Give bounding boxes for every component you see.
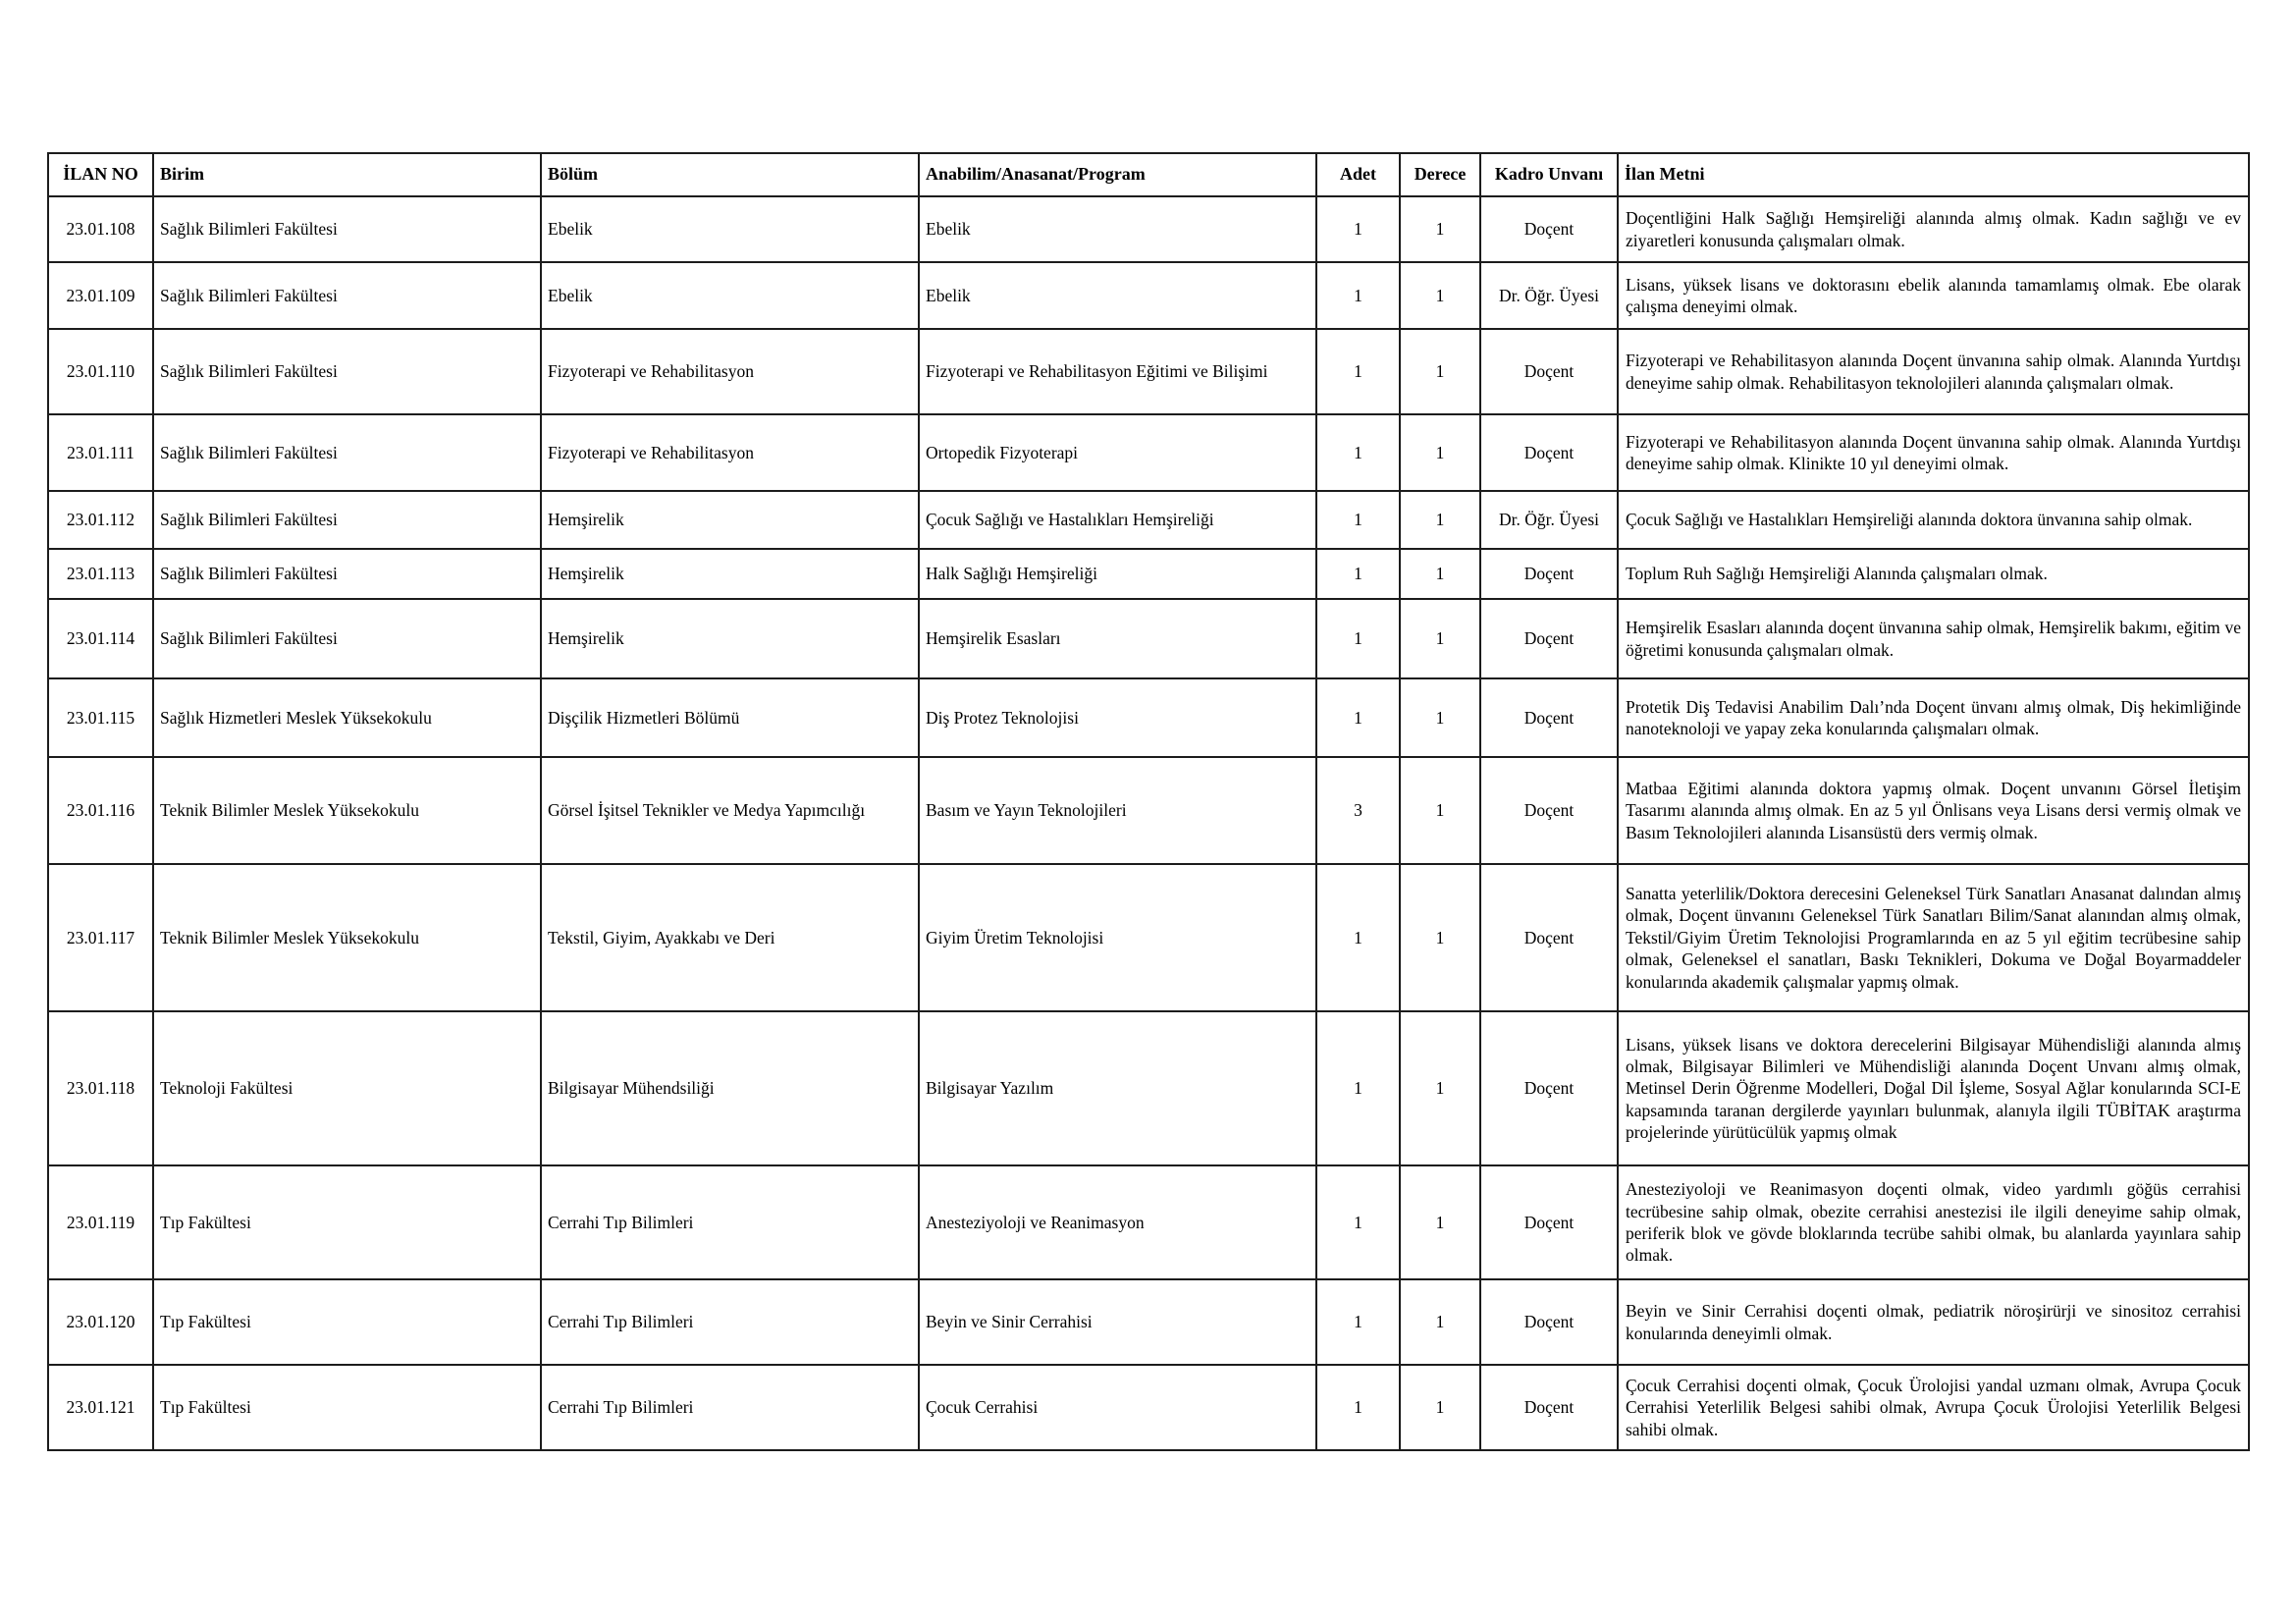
cell-ilan-no: 23.01.114	[48, 599, 153, 678]
cell-birim: Tıp Fakültesi	[153, 1165, 541, 1279]
cell-birim: Sağlık Bilimleri Fakültesi	[153, 491, 541, 549]
cell-ilan-metni: Fizyoterapi ve Rehabilitasyon alanında Doçent ünvanına sahip olmak. Alanında Yurtdışı deneyime sahip olmak. Rehabilitasyon teknolojileri alanında çalışmaları olmak.	[1618, 329, 2249, 414]
cell-kadro: Doçent	[1480, 1011, 1618, 1165]
cell-kadro: Doçent	[1480, 549, 1618, 599]
cell-birim: Sağlık Bilimleri Fakültesi	[153, 599, 541, 678]
cell-birim: Sağlık Bilimleri Fakültesi	[153, 414, 541, 491]
cell-bolum: Cerrahi Tıp Bilimleri	[541, 1365, 919, 1450]
table-row	[48, 549, 2249, 599]
cell-derece: 1	[1400, 678, 1480, 757]
cell-ilan-metni: Hemşirelik Esasları alanında doçent ünvanına sahip olmak, Hemşirelik bakımı, eğitim ve öğretimi konusunda çalışmaları olmak.	[1618, 599, 2249, 678]
cell-adet: 1	[1316, 864, 1400, 1011]
cell-anabilim: Bilgisayar Yazılım	[919, 1011, 1316, 1165]
cell-kadro: Doçent	[1480, 599, 1618, 678]
cell-ilan-no: 23.01.113	[48, 549, 153, 599]
cell-birim: Tıp Fakültesi	[153, 1279, 541, 1365]
cell-derece: 1	[1400, 491, 1480, 549]
cell-anabilim: Diş Protez Teknolojisi	[919, 678, 1316, 757]
cell-ilan-metni: Beyin ve Sinir Cerrahisi doçenti olmak, pediatrik nöroşirürji ve sinositoz cerrahisi konularında deneyimli olmak.	[1618, 1279, 2249, 1365]
cell-ilan-metni: Sanatta yeterlilik/Doktora derecesini Geleneksel Türk Sanatları Anasanat dalından almış olmak, Doçent ünvanını Geleneksel Türk Sanatları Bilim/Sanat alanından almış olmak, Tekstil/Giyim Üretim Teknolojisi Programlarında en az 5 yıl eğitim tecrübesine sahip olmak, Geleneksel el sanatları, Baskı Teknikleri, Dokuma ve Doğal Boyarmaddeler konularında akademik çalışmalar yapmış olmak.	[1618, 864, 2249, 1011]
cell-ilan-no: 23.01.111	[48, 414, 153, 491]
cell-adet: 1	[1316, 491, 1400, 549]
cell-anabilim: Basım ve Yayın Teknolojileri	[919, 757, 1316, 864]
cell-birim: Sağlık Bilimleri Fakültesi	[153, 262, 541, 329]
table-row	[48, 1279, 2249, 1365]
cell-adet: 1	[1316, 414, 1400, 491]
cell-kadro: Doçent	[1480, 757, 1618, 864]
cell-ilan-no: 23.01.109	[48, 262, 153, 329]
cell-adet: 1	[1316, 1279, 1400, 1365]
cell-derece: 1	[1400, 864, 1480, 1011]
cell-bolum: Görsel İşitsel Teknikler ve Medya Yapımcılığı	[541, 757, 919, 864]
table-row	[48, 599, 2249, 678]
cell-ilan-metni: Fizyoterapi ve Rehabilitasyon alanında Doçent ünvanına sahip olmak. Alanında Yurtdışı deneyime sahip olmak. Klinikte 10 yıl deneyimi olmak.	[1618, 414, 2249, 491]
cell-kadro: Doçent	[1480, 1279, 1618, 1365]
cell-anabilim: Hemşirelik Esasları	[919, 599, 1316, 678]
table-row	[48, 491, 2249, 549]
cell-adet: 1	[1316, 1165, 1400, 1279]
cell-ilan-no: 23.01.110	[48, 329, 153, 414]
header-ilan-no: İLAN NO	[48, 153, 153, 196]
cell-birim: Sağlık Bilimleri Fakültesi	[153, 549, 541, 599]
cell-birim: Sağlık Bilimleri Fakültesi	[153, 329, 541, 414]
table-body	[48, 196, 2249, 1450]
cell-ilan-metni: Lisans, yüksek lisans ve doktora derecelerini Bilgisayar Mühendisliği alanında almış olmak, Bilgisayar Bilimleri ve Mühendisliği alanında Doçent Unvanı almış olmak, Metinsel Derin Öğrenme Modelleri, Doğal Dil İşleme, Sosyal Ağlar konularında SCI-E kapsamında taranan dergilerde yayınları bulunmak, alanıyla ilgili TÜBİTAK araştırma projelerinde yürütücülük yapmış olmak	[1618, 1011, 2249, 1165]
table-row	[48, 414, 2249, 491]
cell-bolum: Dişçilik Hizmetleri Bölümü	[541, 678, 919, 757]
cell-bolum: Fizyoterapi ve Rehabilitasyon	[541, 329, 919, 414]
cell-bolum: Cerrahi Tıp Bilimleri	[541, 1279, 919, 1365]
cell-ilan-no: 23.01.108	[48, 196, 153, 262]
cell-derece: 1	[1400, 549, 1480, 599]
cell-birim: Sağlık Hizmetleri Meslek Yüksekokulu	[153, 678, 541, 757]
cell-kadro: Doçent	[1480, 329, 1618, 414]
header-ilan-metni: İlan Metni	[1618, 153, 2249, 196]
cell-derece: 1	[1400, 1011, 1480, 1165]
cell-adet: 1	[1316, 329, 1400, 414]
cell-kadro: Doçent	[1480, 414, 1618, 491]
cell-bolum: Hemşirelik	[541, 549, 919, 599]
cell-ilan-metni: Toplum Ruh Sağlığı Hemşireliği Alanında çalışmaları olmak.	[1618, 549, 2249, 599]
table-row	[48, 196, 2249, 262]
cell-birim: Tıp Fakültesi	[153, 1365, 541, 1450]
cell-anabilim: Beyin ve Sinir Cerrahisi	[919, 1279, 1316, 1365]
cell-birim: Teknik Bilimler Meslek Yüksekokulu	[153, 757, 541, 864]
cell-adet: 1	[1316, 1365, 1400, 1450]
cell-adet: 1	[1316, 196, 1400, 262]
cell-adet: 1	[1316, 678, 1400, 757]
cell-anabilim: Ortopedik Fizyoterapi	[919, 414, 1316, 491]
cell-adet: 1	[1316, 262, 1400, 329]
table-row	[48, 262, 2249, 329]
cell-derece: 1	[1400, 196, 1480, 262]
cell-ilan-metni: Doçentliğini Halk Sağlığı Hemşireliği alanında almış olmak. Kadın sağlığı ve ev ziyaretleri konusunda çalışmaları olmak.	[1618, 196, 2249, 262]
header-kadro-unvani: Kadro Unvanı	[1480, 153, 1618, 196]
cell-adet: 1	[1316, 599, 1400, 678]
cell-bolum: Ebelik	[541, 262, 919, 329]
cell-ilan-no: 23.01.112	[48, 491, 153, 549]
cell-anabilim: Giyim Üretim Teknolojisi	[919, 864, 1316, 1011]
table-row	[48, 864, 2249, 1011]
header-anabilim: Anabilim/Anasanat/Program	[919, 153, 1316, 196]
cell-adet: 1	[1316, 549, 1400, 599]
header-row	[48, 153, 2249, 196]
cell-ilan-no: 23.01.119	[48, 1165, 153, 1279]
header-derece: Derece	[1400, 153, 1480, 196]
cell-ilan-no: 23.01.117	[48, 864, 153, 1011]
cell-derece: 1	[1400, 757, 1480, 864]
cell-kadro: Doçent	[1480, 196, 1618, 262]
cell-anabilim: Ebelik	[919, 262, 1316, 329]
cell-bolum: Tekstil, Giyim, Ayakkabı ve Deri	[541, 864, 919, 1011]
cell-anabilim: Çocuk Cerrahisi	[919, 1365, 1316, 1450]
cell-ilan-metni: Protetik Diş Tedavisi Anabilim Dalı’nda Doçent ünvanı almış olmak, Diş hekimliğinde nanoteknoloji ve yapay zeka konularında çalışmaları olmak.	[1618, 678, 2249, 757]
cell-bolum: Hemşirelik	[541, 599, 919, 678]
table-row	[48, 1011, 2249, 1165]
job-postings-table	[47, 152, 2250, 1451]
cell-derece: 1	[1400, 1365, 1480, 1450]
cell-anabilim: Çocuk Sağlığı ve Hastalıkları Hemşireliği	[919, 491, 1316, 549]
cell-derece: 1	[1400, 1165, 1480, 1279]
table-row	[48, 678, 2249, 757]
cell-kadro: Doçent	[1480, 678, 1618, 757]
table-header	[48, 153, 2249, 196]
cell-ilan-no: 23.01.120	[48, 1279, 153, 1365]
cell-ilan-metni: Lisans, yüksek lisans ve doktorasını ebelik alanında tamamlamış olmak. Ebe olarak çalışma deneyimi olmak.	[1618, 262, 2249, 329]
cell-derece: 1	[1400, 262, 1480, 329]
cell-ilan-metni: Anesteziyoloji ve Reanimasyon doçenti olmak, video yardımlı göğüs cerrahisi tecrübesine sahip olmak, obezite cerrahisi anestezisi ile ilgili deneyime sahip olmak, periferik blok ve gövde bloklarında tecrübe sahibi olmak, bu alanlarda yayınlara sahip olmak.	[1618, 1165, 2249, 1279]
table-row	[48, 329, 2249, 414]
cell-adet: 3	[1316, 757, 1400, 864]
cell-anabilim: Ebelik	[919, 196, 1316, 262]
cell-kadro: Doçent	[1480, 864, 1618, 1011]
cell-derece: 1	[1400, 414, 1480, 491]
table-row	[48, 757, 2249, 864]
cell-anabilim: Halk Sağlığı Hemşireliği	[919, 549, 1316, 599]
cell-kadro: Dr. Öğr. Üyesi	[1480, 262, 1618, 329]
table-row	[48, 1365, 2249, 1450]
cell-bolum: Bilgisayar Mühendsiliği	[541, 1011, 919, 1165]
cell-bolum: Fizyoterapi ve Rehabilitasyon	[541, 414, 919, 491]
cell-kadro: Doçent	[1480, 1165, 1618, 1279]
cell-birim: Teknik Bilimler Meslek Yüksekokulu	[153, 864, 541, 1011]
cell-derece: 1	[1400, 329, 1480, 414]
cell-derece: 1	[1400, 1279, 1480, 1365]
cell-kadro: Dr. Öğr. Üyesi	[1480, 491, 1618, 549]
cell-birim: Teknoloji Fakültesi	[153, 1011, 541, 1165]
cell-ilan-metni: Çocuk Cerrahisi doçenti olmak, Çocuk Ürolojisi yandal uzmanı olmak, Avrupa Çocuk Cerrahisi Yeterlilik Belgesi sahibi olmak, Avrupa Çocuk Ürolojisi Yeterlilik Belgesi sahibi olmak.	[1618, 1365, 2249, 1450]
cell-ilan-no: 23.01.118	[48, 1011, 153, 1165]
cell-birim: Sağlık Bilimleri Fakültesi	[153, 196, 541, 262]
cell-ilan-no: 23.01.116	[48, 757, 153, 864]
cell-anabilim: Anesteziyoloji ve Reanimasyon	[919, 1165, 1316, 1279]
cell-ilan-no: 23.01.115	[48, 678, 153, 757]
table-row	[48, 1165, 2249, 1279]
header-birim: Birim	[153, 153, 541, 196]
cell-bolum: Cerrahi Tıp Bilimleri	[541, 1165, 919, 1279]
cell-adet: 1	[1316, 1011, 1400, 1165]
cell-derece: 1	[1400, 599, 1480, 678]
header-bolum: Bölüm	[541, 153, 919, 196]
cell-ilan-metni: Çocuk Sağlığı ve Hastalıkları Hemşireliği alanında doktora ünvanına sahip olmak.	[1618, 491, 2249, 549]
cell-ilan-no: 23.01.121	[48, 1365, 153, 1450]
cell-anabilim: Fizyoterapi ve Rehabilitasyon Eğitimi ve Bilişimi	[919, 329, 1316, 414]
cell-bolum: Hemşirelik	[541, 491, 919, 549]
cell-bolum: Ebelik	[541, 196, 919, 262]
header-adet: Adet	[1316, 153, 1400, 196]
cell-kadro: Doçent	[1480, 1365, 1618, 1450]
cell-ilan-metni: Matbaa Eğitimi alanında doktora yapmış olmak. Doçent unvanını Görsel İletişim Tasarımı alanında almış olmak. En az 5 yıl Önlisans veya Lisans dersi vermiş olmak ve Basım Teknolojileri alanında Lisansüstü ders vermiş olmak.	[1618, 757, 2249, 864]
